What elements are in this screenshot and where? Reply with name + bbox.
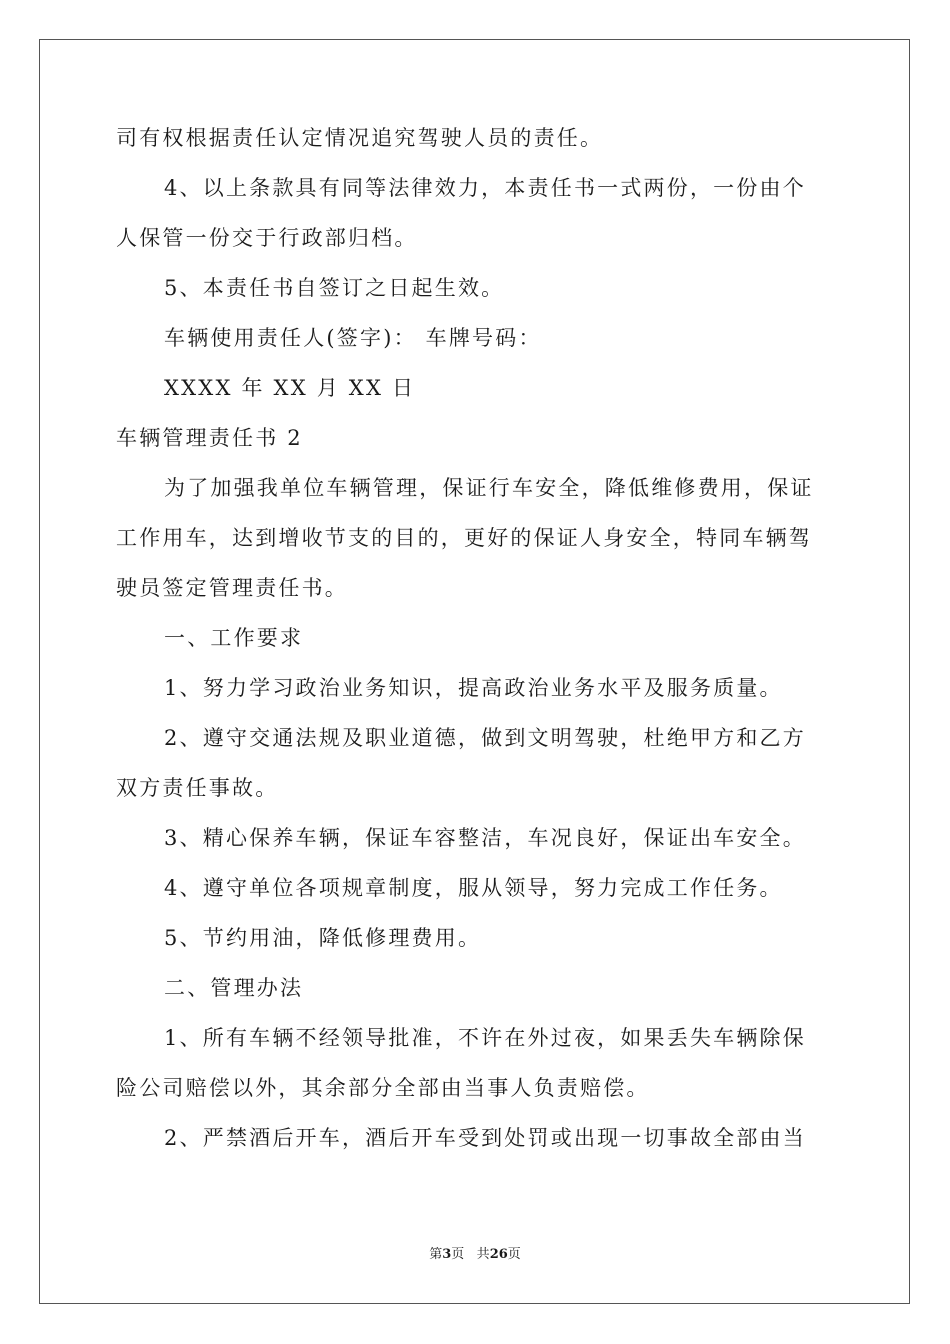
page-footer — [0, 1246, 950, 1264]
page-number: 3 — [442, 1247, 452, 1262]
text-line: 1、努力学习政治业务知识，提高政治业务水平及服务质量。 — [164, 676, 783, 700]
text-line: 为了加强我单位车辆管理，保证行车安全，降低维修费用，保证 — [164, 476, 814, 500]
text-line: 3、精心保养车辆，保证车容整洁，车况良好，保证出车安全。 — [164, 826, 806, 850]
section-title: 车辆管理责任书 2 — [116, 426, 303, 450]
text-line: 双方责任事故。 — [116, 776, 279, 800]
text-line: 驶员签定管理责任书。 — [116, 576, 348, 600]
text-line: 险公司赔偿以外，其余部分全部由当事人负责赔偿。 — [116, 1076, 650, 1100]
text-line: 人保管一份交于行政部归档。 — [116, 226, 418, 250]
total-suffix: 页 — [507, 1247, 521, 1262]
text-line: 司有权根据责任认定情况追究驾驶人员的责任。 — [116, 126, 604, 150]
text-line: 2、遵守交通法规及职业道德，做到文明驾驶，杜绝甲方和乙方 — [164, 726, 806, 750]
section-heading: 二、管理办法 — [164, 976, 304, 1000]
section-heading: 一、工作要求 — [164, 626, 304, 650]
page-prefix: 第 — [429, 1247, 443, 1262]
text-line: 工作用车，达到增收节支的目的，更好的保证人身安全，特同车辆驾 — [116, 526, 812, 550]
date-line: XXXX 年 XX 月 XX 日 — [164, 376, 416, 400]
text-line: 1、所有车辆不经领导批准，不许在外过夜，如果丢失车辆除保 — [164, 1026, 806, 1050]
text-line: 2、严禁酒后开车，酒后开车受到处罚或出现一切事故全部由当 — [164, 1126, 806, 1150]
text-line: 4、遵守单位各项规章制度，服从领导，努力完成工作任务。 — [164, 876, 783, 900]
total-pages: 26 — [489, 1247, 508, 1262]
text-line: 4、以上条款具有同等法律效力，本责任书一式两份，一份由个 — [164, 176, 806, 200]
total-prefix: 共 — [476, 1247, 490, 1262]
page-suffix: 页 — [451, 1247, 465, 1262]
signature-line: 车辆使用责任人(签字)： 车牌号码： — [164, 326, 542, 350]
text-line: 5、本责任书自签订之日起生效。 — [164, 276, 505, 300]
text-line: 5、节约用油，降低修理费用。 — [164, 926, 482, 950]
